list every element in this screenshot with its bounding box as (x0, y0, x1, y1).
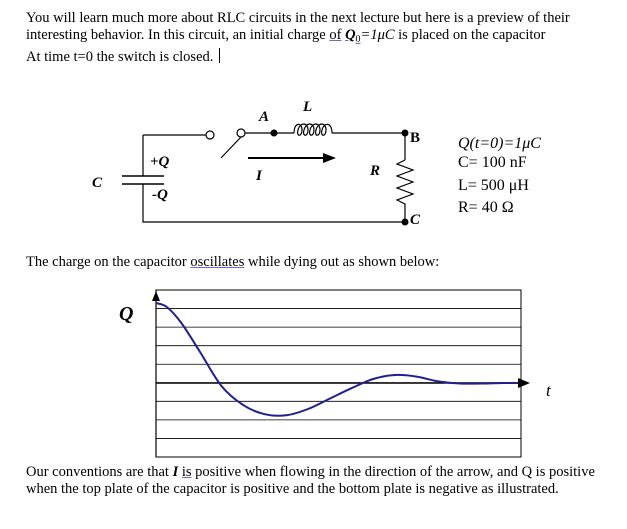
graph-x-label: t (546, 381, 551, 400)
param-inductance: L= 500 μH (458, 177, 529, 194)
graph-frame (156, 290, 521, 457)
wire-bottom (143, 184, 405, 222)
intro-q-subscript: 0 (355, 34, 361, 45)
node-a-dot (271, 130, 278, 137)
node-b-dot (402, 130, 409, 137)
intro-line-1: You will learn much more about RLC circuits in the next lecture but here is a preview of their (26, 10, 570, 26)
middle-text-end: while dying out as shown below: (244, 254, 440, 270)
intro-q-value: =1μC (360, 27, 395, 43)
label-inductor: L (303, 99, 313, 115)
intro-line-2-end: is placed on the capacitor (394, 27, 546, 43)
charge-curve (156, 303, 518, 416)
intro-line-3-text: At time t=0 the switch is closed. (26, 49, 214, 65)
label-node-b: B (410, 130, 421, 146)
label-plus-q: +Q (150, 154, 170, 170)
intro-line-2-text: interesting behavior. In this circuit, an initial charge (26, 27, 330, 43)
resistor-zigzag (397, 160, 413, 210)
x-axis-arrowhead (518, 378, 530, 388)
param-capacitance: C= 100 nF (458, 154, 527, 171)
current-arrow-head (323, 153, 336, 163)
label-resistor: R (370, 163, 381, 179)
graph-y-label: Q (119, 303, 134, 325)
switch-terminal-left (206, 131, 214, 139)
middle-paragraph (26, 254, 439, 271)
conventions-paragraph (26, 464, 616, 498)
switch-blade (221, 137, 241, 158)
switch-terminal-right (237, 129, 245, 137)
intro-of-underlined: of (329, 27, 342, 43)
node-c-dot (402, 219, 409, 226)
inductor-coil (294, 124, 332, 135)
y-axis-arrowhead (152, 291, 160, 301)
intro-q-symbol: Q (345, 27, 356, 43)
label-capacitor: C (92, 175, 103, 191)
label-current: I (256, 168, 262, 184)
label-node-c: C (410, 212, 421, 228)
param-q0: Q(t=0)=1μC (458, 135, 541, 152)
label-minus-q: -Q (152, 187, 168, 203)
conventions-is: is (181, 464, 192, 480)
wire-to-resistor (332, 133, 405, 160)
conventions-text-start: Our conventions are that (26, 464, 173, 480)
charge-graph (119, 290, 552, 457)
middle-oscillates: oscillates (190, 254, 245, 270)
graph-gridlines (156, 309, 521, 439)
conventions-text-end: positive when flowing in the direction of the arrow, and Q is positive when the top plate of the capacitor is positive and the bottom plate is negative as illustrated. (26, 464, 595, 497)
middle-text-start: The charge on the capacitor (26, 254, 191, 270)
param-resistance: R= 40 Ω (458, 199, 514, 216)
label-node-a: A (259, 109, 270, 125)
conventions-i-symbol: I (172, 464, 179, 480)
